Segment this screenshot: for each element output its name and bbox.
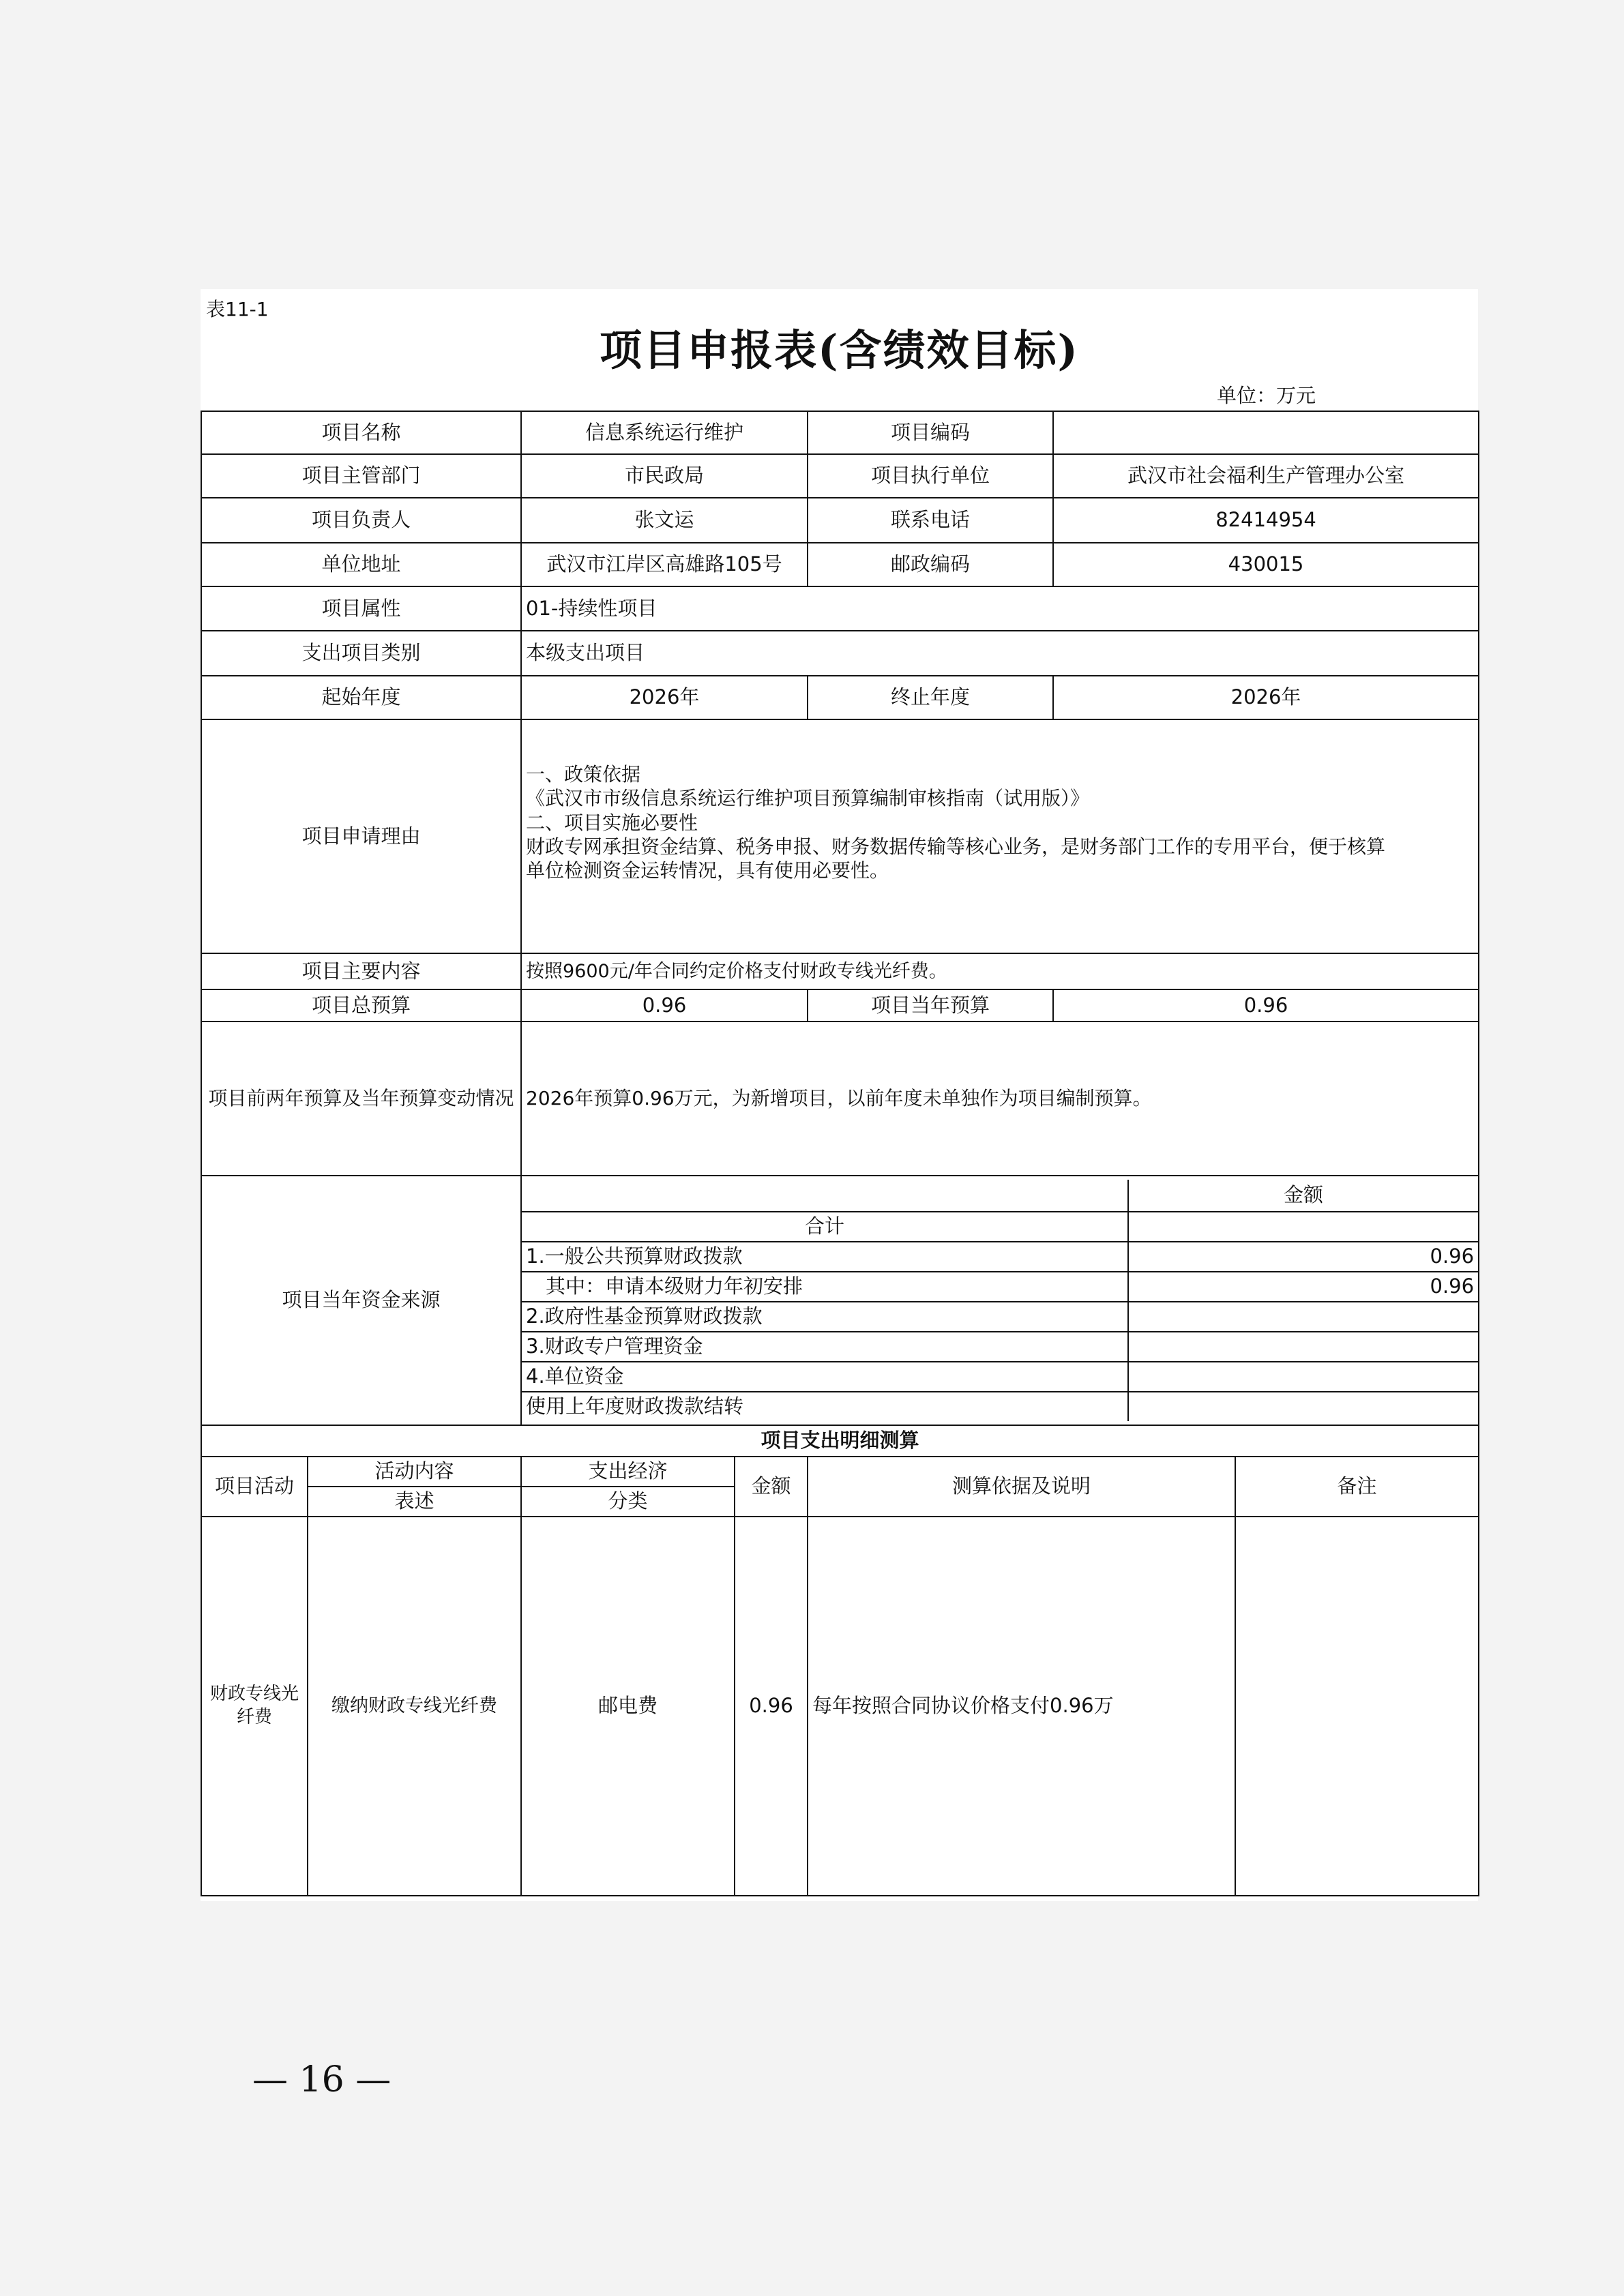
owner-value: 张文运 [521,498,808,543]
start-value: 2026年 [521,676,808,719]
table-row [522,1212,1478,1242]
content-label: 项目主要内容 [201,953,521,989]
table-row [201,1176,1479,1425]
detail-header-content-bottom: 表述 [308,1487,521,1517]
detail-header-amount: 金额 [735,1457,808,1517]
table-row [522,1242,1478,1272]
table-row [522,1362,1478,1392]
detail-amount: 0.96 [735,1517,808,1896]
start-label: 起始年度 [201,676,521,719]
funding-row-name: 1.一般公共预算财政拨款 [522,1242,1128,1272]
end-label: 终止年度 [808,676,1053,719]
amount-header: 金额 [1128,1180,1478,1212]
funding-table [522,1180,1478,1421]
table-row [522,1180,1478,1212]
page-title: 项目申报表(含绩效目标) [600,325,1079,375]
table-row [522,1302,1478,1332]
table-row [201,586,1479,631]
funding-row-name: 其中：申请本级财力年初安排 [522,1272,1128,1302]
page-number: — 16 — [252,2059,392,2100]
year-label: 项目当年预算 [808,989,1053,1022]
end-value: 2026年 [1053,676,1479,719]
year-value: 0.96 [1053,989,1479,1022]
funding-cell [521,1176,1479,1425]
table-row [201,1425,1479,1457]
attr-label: 项目属性 [201,586,521,631]
detail-activity: 财政专线光纤费 [201,1517,308,1896]
change-label: 项目前两年预算及当年预算变动情况 [201,1022,521,1176]
table-row [522,1332,1478,1362]
reason-line: 一、政策依据 [526,763,641,786]
dept-value: 市民政局 [521,454,808,498]
table-row [201,631,1479,676]
detail-header-econ-top: 支出经济 [521,1457,735,1487]
addr-value: 武汉市江岸区高雄路105号 [521,543,808,586]
exec-value: 武汉市社会福利生产管理办公室 [1053,454,1479,498]
table-row [201,989,1479,1022]
code-value [1053,411,1479,454]
table-row [201,543,1479,586]
detail-header-basis: 测算依据及说明 [808,1457,1235,1517]
funding-row-value [1128,1362,1478,1392]
post-label: 邮政编码 [808,543,1053,586]
code-label: 项目编码 [808,411,1053,454]
funding-row-value [1128,1302,1478,1332]
name-value: 信息系统运行维护 [521,411,808,454]
funding-label: 项目当年资金来源 [201,1176,521,1425]
funding-row-name: 2.政府性基金预算财政拨款 [522,1302,1128,1332]
post-value: 430015 [1053,543,1479,586]
total-label: 项目总预算 [201,989,521,1022]
detail-section-title: 项目支出明细测算 [201,1425,1479,1457]
total-value: 0.96 [521,989,808,1022]
table-row [201,1022,1479,1176]
project-table [201,411,1479,1896]
detail-header-content-top: 活动内容 [308,1457,521,1487]
table-row [201,1457,1479,1487]
reason-line: 二、项目实施必要性 [526,811,698,834]
reason-text [521,719,1479,953]
phone-label: 联系电话 [808,498,1053,543]
name-label: 项目名称 [201,411,521,454]
exec-label: 项目执行单位 [808,454,1053,498]
detail-content: 缴纳财政专线光纤费 [308,1517,521,1896]
table-row [201,676,1479,719]
funding-row-value: 0.96 [1128,1242,1478,1272]
table-number: 表11-1 [206,298,269,320]
funding-row-name: 合计 [522,1212,1128,1242]
detail-header-activity: 项目活动 [201,1457,308,1517]
funding-row-name: 3.财政专户管理资金 [522,1332,1128,1362]
reason-line: 财政专网承担资金结算、税务申报、财务数据传输等核心业务，是财务部门工作的专用平台，便于核算 [526,835,1386,858]
addr-label: 单位地址 [201,543,521,586]
detail-header-econ-bottom: 分类 [521,1487,735,1517]
table-row [201,1517,1479,1896]
funding-row-value [1128,1392,1478,1421]
table-row [201,498,1479,543]
dept-label: 项目主管部门 [201,454,521,498]
detail-econ: 邮电费 [521,1517,735,1896]
funding-row-name: 使用上年度财政拨款结转 [522,1392,1128,1421]
owner-label: 项目负责人 [201,498,521,543]
table-row [201,454,1479,498]
table-row [522,1272,1478,1302]
detail-basis: 每年按照合同协议价格支付0.96万 [808,1517,1235,1896]
form-sheet [201,289,1478,1901]
change-value: 2026年预算0.96万元，为新增项目，以前年度未单独作为项目编制预算。 [521,1022,1479,1176]
attr-value: 01-持续性项目 [521,586,1479,631]
table-row [201,953,1479,989]
table-row [522,1392,1478,1421]
funding-row-name: 4.单位资金 [522,1362,1128,1392]
table-row [201,411,1479,454]
reason-line: 单位检测资金运转情况，具有使用必要性。 [526,859,889,882]
unit-label: 单位：万元 [1217,384,1316,407]
reason-label: 项目申请理由 [201,719,521,953]
reason-line: 《武汉市市级信息系统运行维护项目预算编制审核指南（试用版）》 [526,787,1090,810]
detail-header-remark: 备注 [1235,1457,1479,1517]
funding-row-value: 0.96 [1128,1272,1478,1302]
content-value: 按照9600元/年合同约定价格支付财政专线光纤费。 [521,953,1479,989]
phone-value: 82414954 [1053,498,1479,543]
detail-remark [1235,1517,1479,1896]
type-value: 本级支出项目 [521,631,1479,676]
funding-row-value [1128,1212,1478,1242]
table-row [201,719,1479,953]
type-label: 支出项目类别 [201,631,521,676]
funding-row-value [1128,1332,1478,1362]
